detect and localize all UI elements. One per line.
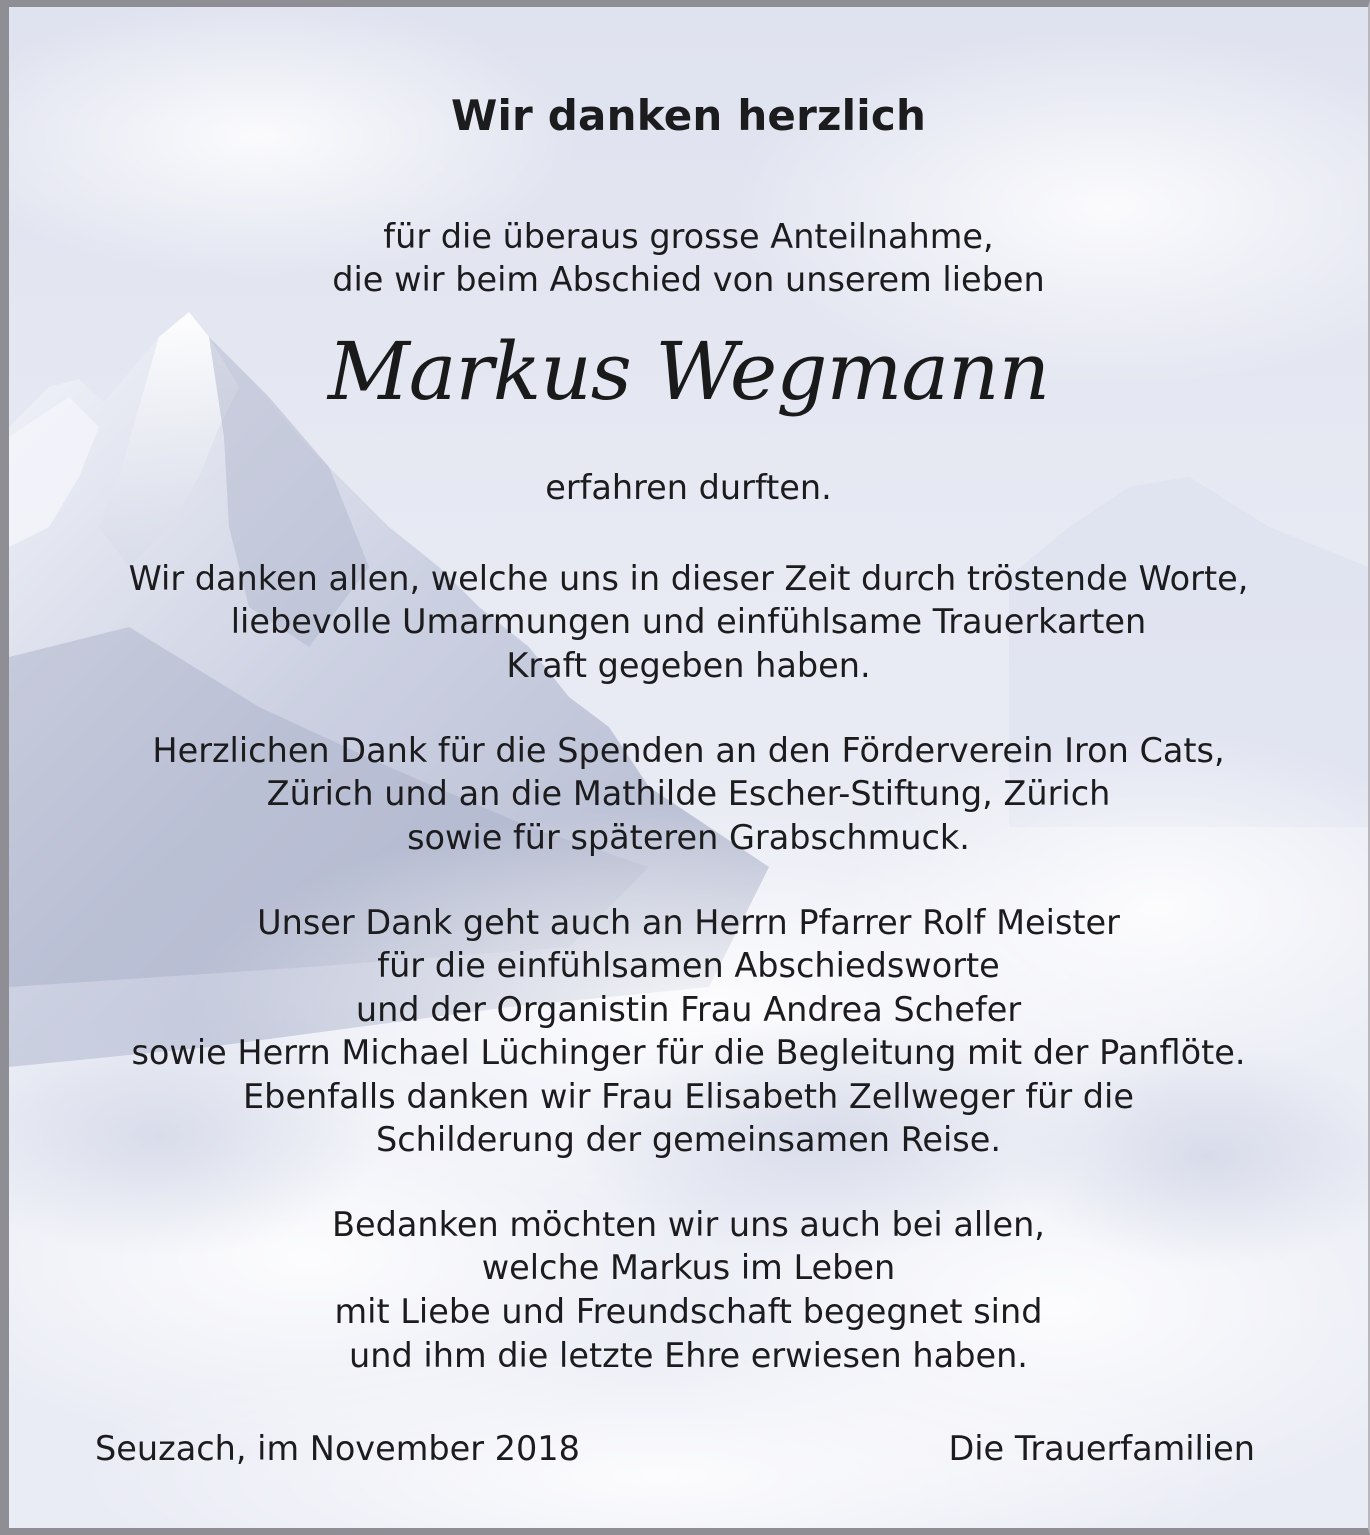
comfort-line: Wir danken allen, welche uns in dieser Zeit durch tröstende Worte, <box>128 559 1249 598</box>
service-line: Ebenfalls danken wir Frau Elisabeth Zellweger für die <box>243 1077 1134 1116</box>
life-line: und ihm die letzte Ehre erwiesen haben. <box>349 1336 1028 1375</box>
comfort-line: Kraft gegeben haben. <box>506 646 871 685</box>
donations-line: Zürich und an die Mathilde Escher-Stiftung, Zürich <box>266 774 1111 813</box>
comfort-line: liebevolle Umarmungen und einfühlsame Trauerkarten <box>230 602 1147 641</box>
service-line: für die einfühlsamen Abschiedsworte <box>377 946 1000 985</box>
notice-title: Wir danken herzlich <box>450 91 927 140</box>
life-line: welche Markus im Leben <box>481 1248 896 1287</box>
intro-line: die wir beim Abschied von unserem lieben <box>332 260 1045 299</box>
life-line: mit Liebe und Freundschaft begegnet sind <box>334 1292 1043 1331</box>
place-date: Seuzach, im November 2018 <box>95 1429 580 1468</box>
life-line: Bedanken möchten wir uns auch bei allen, <box>332 1205 1045 1244</box>
obituary-text <box>9 7 1368 1528</box>
service-line: Unser Dank geht auch an Herrn Pfarrer Rolf Meister <box>257 903 1120 942</box>
intro-end-line: erfahren durften. <box>545 468 832 507</box>
service-line: und der Organistin Frau Andrea Schefer <box>355 990 1022 1029</box>
intro-line: für die überaus grosse Anteilnahme, <box>383 217 994 256</box>
donations-line: Herzlichen Dank für die Spenden an den Förderverein Iron Cats, <box>152 731 1225 770</box>
deceased-name: Markus Wegmann <box>327 325 1050 418</box>
donations-line: sowie für späteren Grabschmuck. <box>407 818 970 857</box>
service-line: sowie Herrn Michael Lüchinger für die Begleitung mit der Panflöte. <box>131 1033 1246 1072</box>
signature: Die Trauerfamilien <box>948 1429 1255 1468</box>
service-line: Schilderung der gemeinsamen Reise. <box>375 1120 1002 1159</box>
